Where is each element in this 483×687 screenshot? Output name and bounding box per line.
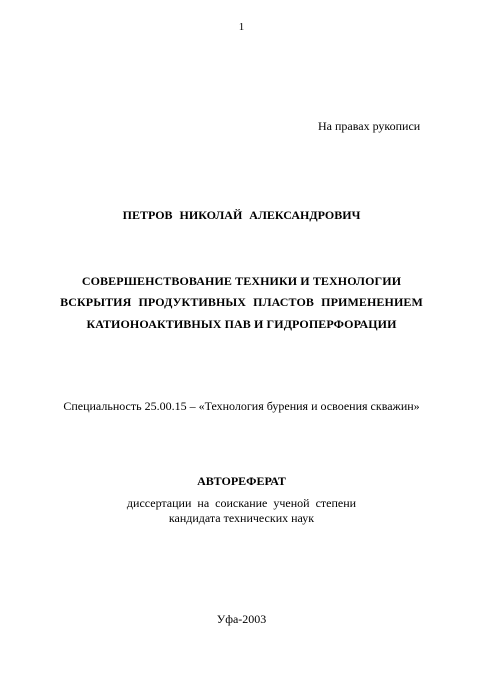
title-line: КАТИОНОАКТИВНЫХ ПАВ И ГИДРОПЕРФОРАЦИИ	[86, 317, 397, 331]
page-number: 1	[238, 21, 245, 33]
place-year: Уфа-2003	[216, 612, 267, 626]
specialty-line: Специальность 25.00.15 – «Технология бурения и освоения скважин»	[63, 399, 420, 413]
document-type-heading: АВТОРЕФЕРАТ	[197, 474, 286, 488]
title-line: СОВЕРШЕНСТВОВАНИЕ ТЕХНИКИ И ТЕХНОЛОГИИ	[81, 274, 402, 288]
title-line: ВСКРЫТИЯ ПРОДУКТИВНЫХ ПЛАСТОВ ПРИМЕНЕНИЕМ	[60, 295, 423, 309]
subtitle-line: диссертации на соискание ученой степени	[126, 496, 357, 510]
rights-note: На правах рукописи	[318, 119, 421, 133]
author-name: ПЕТРОВ НИКОЛАЙ АЛЕКСАНДРОВИЧ	[122, 208, 361, 222]
subtitle-line: кандидата технических наук	[168, 511, 315, 525]
